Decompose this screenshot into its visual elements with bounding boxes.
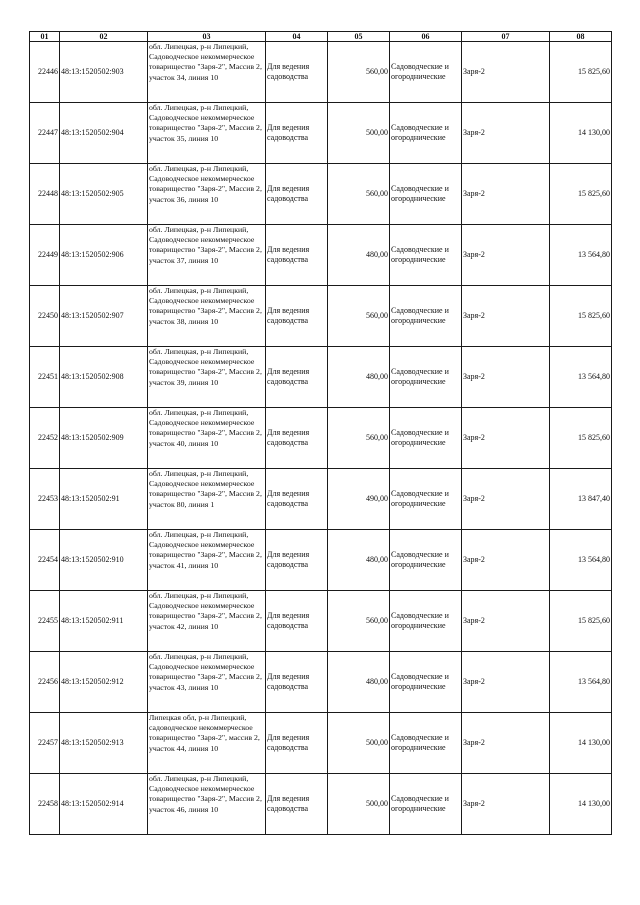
table-row <box>30 408 612 469</box>
cadastral-value: 13 564,80 <box>550 530 612 591</box>
land-category: Садоводческие и огороднические <box>390 591 462 652</box>
address: обл. Липецкая, р-н Липецкий, Садоводческое некоммерческое товарищество "Заря-2", Массив 2, участок 37, линия 10 <box>148 225 266 286</box>
row-number: 22456 <box>30 652 60 713</box>
cadastral-value: 15 825,60 <box>550 408 612 469</box>
cadastral-number: 48:13:1520502:913 <box>60 713 148 774</box>
area: 490,00 <box>328 469 390 530</box>
address: обл. Липецкая, р-н Липецкий, Садоводческое некоммерческое товарищество "Заря-2", Массив 2, участок 41, линия 10 <box>148 530 266 591</box>
address: обл. Липецкая, р-н Липецкий, Садоводческое некоммерческое товарищество "Заря-2", Массив 2, участок 43, линия 10 <box>148 652 266 713</box>
header-col-08: 08 <box>550 32 612 42</box>
table-row <box>30 469 612 530</box>
land-category: Садоводческие и огороднические <box>390 408 462 469</box>
cadastral-number: 48:13:1520502:912 <box>60 652 148 713</box>
cadastral-value: 13 847,40 <box>550 469 612 530</box>
header-col-03: 03 <box>148 32 266 42</box>
header-col-04: 04 <box>266 32 328 42</box>
row-number: 22451 <box>30 347 60 408</box>
area: 500,00 <box>328 774 390 835</box>
address: обл. Липецкая, р-н Липецкий, Садоводческое некоммерческое товарищество "Заря-2", Массив 2, участок 39, линия 10 <box>148 347 266 408</box>
partnership-name: Заря-2 <box>462 591 550 652</box>
partnership-name: Заря-2 <box>462 164 550 225</box>
address: обл. Липецкая, р-н Липецкий, Садоводческое некоммерческое товарищество "Заря-2", Массив 2, участок 36, линия 10 <box>148 164 266 225</box>
area: 560,00 <box>328 164 390 225</box>
permitted-use: Для ведения садоводства <box>266 652 328 713</box>
cadastral-number: 48:13:1520502:911 <box>60 591 148 652</box>
address: обл. Липецкая, р-н Липецкий, Садоводческое некоммерческое товарищество "Заря-2", Массив 2, участок 38, линия 10 <box>148 286 266 347</box>
cadastral-value: 14 130,00 <box>550 713 612 774</box>
header-col-05: 05 <box>328 32 390 42</box>
cadastral-number: 48:13:1520502:906 <box>60 225 148 286</box>
header-col-07: 07 <box>462 32 550 42</box>
area: 560,00 <box>328 591 390 652</box>
cadastral-number: 48:13:1520502:907 <box>60 286 148 347</box>
address: обл. Липецкая, р-н Липецкий, Садоводческое некоммерческое товарищество "Заря-2", Массив 2, участок 80, линия 1 <box>148 469 266 530</box>
land-category: Садоводческие и огороднические <box>390 469 462 530</box>
table-row <box>30 591 612 652</box>
cadastral-value: 15 825,60 <box>550 591 612 652</box>
area: 480,00 <box>328 652 390 713</box>
partnership-name: Заря-2 <box>462 42 550 103</box>
cadastral-value: 14 130,00 <box>550 103 612 164</box>
cadastral-value: 13 564,80 <box>550 652 612 713</box>
area: 480,00 <box>328 530 390 591</box>
address: обл. Липецкая, р-н Липецкий, Садоводческое некоммерческое товарищество "Заря-2", Массив 2, участок 46, линия 10 <box>148 774 266 835</box>
permitted-use: Для ведения садоводства <box>266 530 328 591</box>
permitted-use: Для ведения садоводства <box>266 164 328 225</box>
address: Липецкая обл, р-н Липецкий, садоводческое некоммерческое товарищество "Заря-2", массив 2, участок 44, линия 10 <box>148 713 266 774</box>
partnership-name: Заря-2 <box>462 347 550 408</box>
land-category: Садоводческие и огороднические <box>390 103 462 164</box>
header-col-06: 06 <box>390 32 462 42</box>
cadastral-number: 48:13:1520502:905 <box>60 164 148 225</box>
row-number: 22452 <box>30 408 60 469</box>
land-register-table <box>29 31 612 835</box>
partnership-name: Заря-2 <box>462 774 550 835</box>
permitted-use: Для ведения садоводства <box>266 103 328 164</box>
cadastral-number: 48:13:1520502:910 <box>60 530 148 591</box>
table-row <box>30 286 612 347</box>
area: 480,00 <box>328 347 390 408</box>
row-number: 22448 <box>30 164 60 225</box>
table-row <box>30 164 612 225</box>
header-col-01: 01 <box>30 32 60 42</box>
cadastral-value: 14 130,00 <box>550 774 612 835</box>
table-row <box>30 774 612 835</box>
area: 560,00 <box>328 42 390 103</box>
partnership-name: Заря-2 <box>462 408 550 469</box>
table-row <box>30 347 612 408</box>
land-category: Садоводческие и огороднические <box>390 652 462 713</box>
permitted-use: Для ведения садоводства <box>266 347 328 408</box>
land-category: Садоводческие и огороднические <box>390 347 462 408</box>
land-category: Садоводческие и огороднические <box>390 286 462 347</box>
partnership-name: Заря-2 <box>462 286 550 347</box>
area: 560,00 <box>328 286 390 347</box>
row-number: 22453 <box>30 469 60 530</box>
cadastral-value: 15 825,60 <box>550 286 612 347</box>
cadastral-value: 15 825,60 <box>550 42 612 103</box>
cadastral-number: 48:13:1520502:914 <box>60 774 148 835</box>
land-category: Садоводческие и огороднические <box>390 530 462 591</box>
table-body <box>30 42 612 835</box>
address: обл. Липецкая, р-н Липецкий, Садоводческое некоммерческое товарищество "Заря-2", Массив 2, участок 35, линия 10 <box>148 103 266 164</box>
row-number: 22449 <box>30 225 60 286</box>
partnership-name: Заря-2 <box>462 713 550 774</box>
table-row <box>30 713 612 774</box>
land-category: Садоводческие и огороднические <box>390 164 462 225</box>
permitted-use: Для ведения садоводства <box>266 774 328 835</box>
row-number: 22450 <box>30 286 60 347</box>
table-row <box>30 225 612 286</box>
permitted-use: Для ведения садоводства <box>266 286 328 347</box>
cadastral-value: 15 825,60 <box>550 164 612 225</box>
row-number: 22455 <box>30 591 60 652</box>
table-row <box>30 103 612 164</box>
area: 560,00 <box>328 408 390 469</box>
cadastral-number: 48:13:1520502:908 <box>60 347 148 408</box>
partnership-name: Заря-2 <box>462 469 550 530</box>
table-row <box>30 530 612 591</box>
partnership-name: Заря-2 <box>462 530 550 591</box>
permitted-use: Для ведения садоводства <box>266 408 328 469</box>
area: 500,00 <box>328 713 390 774</box>
area: 500,00 <box>328 103 390 164</box>
permitted-use: Для ведения садоводства <box>266 469 328 530</box>
row-number: 22454 <box>30 530 60 591</box>
address: обл. Липецкая, р-н Липецкий, Садоводческое некоммерческое товарищество "Заря-2", Массив 2, участок 42, линия 10 <box>148 591 266 652</box>
partnership-name: Заря-2 <box>462 103 550 164</box>
address: обл. Липецкая, р-н Липецкий, Садоводческое некоммерческое товарищество "Заря-2", Массив 2, участок 40, линия 10 <box>148 408 266 469</box>
land-category: Садоводческие и огороднические <box>390 774 462 835</box>
row-number: 22447 <box>30 103 60 164</box>
cadastral-number: 48:13:1520502:904 <box>60 103 148 164</box>
permitted-use: Для ведения садоводства <box>266 591 328 652</box>
partnership-name: Заря-2 <box>462 652 550 713</box>
cadastral-value: 13 564,80 <box>550 225 612 286</box>
cadastral-number: 48:13:1520502:909 <box>60 408 148 469</box>
table-row <box>30 42 612 103</box>
cadastral-value: 13 564,80 <box>550 347 612 408</box>
land-category: Садоводческие и огороднические <box>390 713 462 774</box>
row-number: 22458 <box>30 774 60 835</box>
table-row <box>30 652 612 713</box>
partnership-name: Заря-2 <box>462 225 550 286</box>
header-col-02: 02 <box>60 32 148 42</box>
header-row <box>30 32 612 42</box>
land-category: Садоводческие и огороднические <box>390 225 462 286</box>
cadastral-number: 48:13:1520502:903 <box>60 42 148 103</box>
row-number: 22457 <box>30 713 60 774</box>
land-category: Садоводческие и огороднические <box>390 42 462 103</box>
area: 480,00 <box>328 225 390 286</box>
permitted-use: Для ведения садоводства <box>266 713 328 774</box>
table-header <box>30 32 612 42</box>
permitted-use: Для ведения садоводства <box>266 42 328 103</box>
permitted-use: Для ведения садоводства <box>266 225 328 286</box>
address: обл. Липецкая, р-н Липецкий, Садоводческое некоммерческое товарищество "Заря-2", Массив 2, участок 34, линия 10 <box>148 42 266 103</box>
row-number: 22446 <box>30 42 60 103</box>
cadastral-number: 48:13:1520502:91 <box>60 469 148 530</box>
